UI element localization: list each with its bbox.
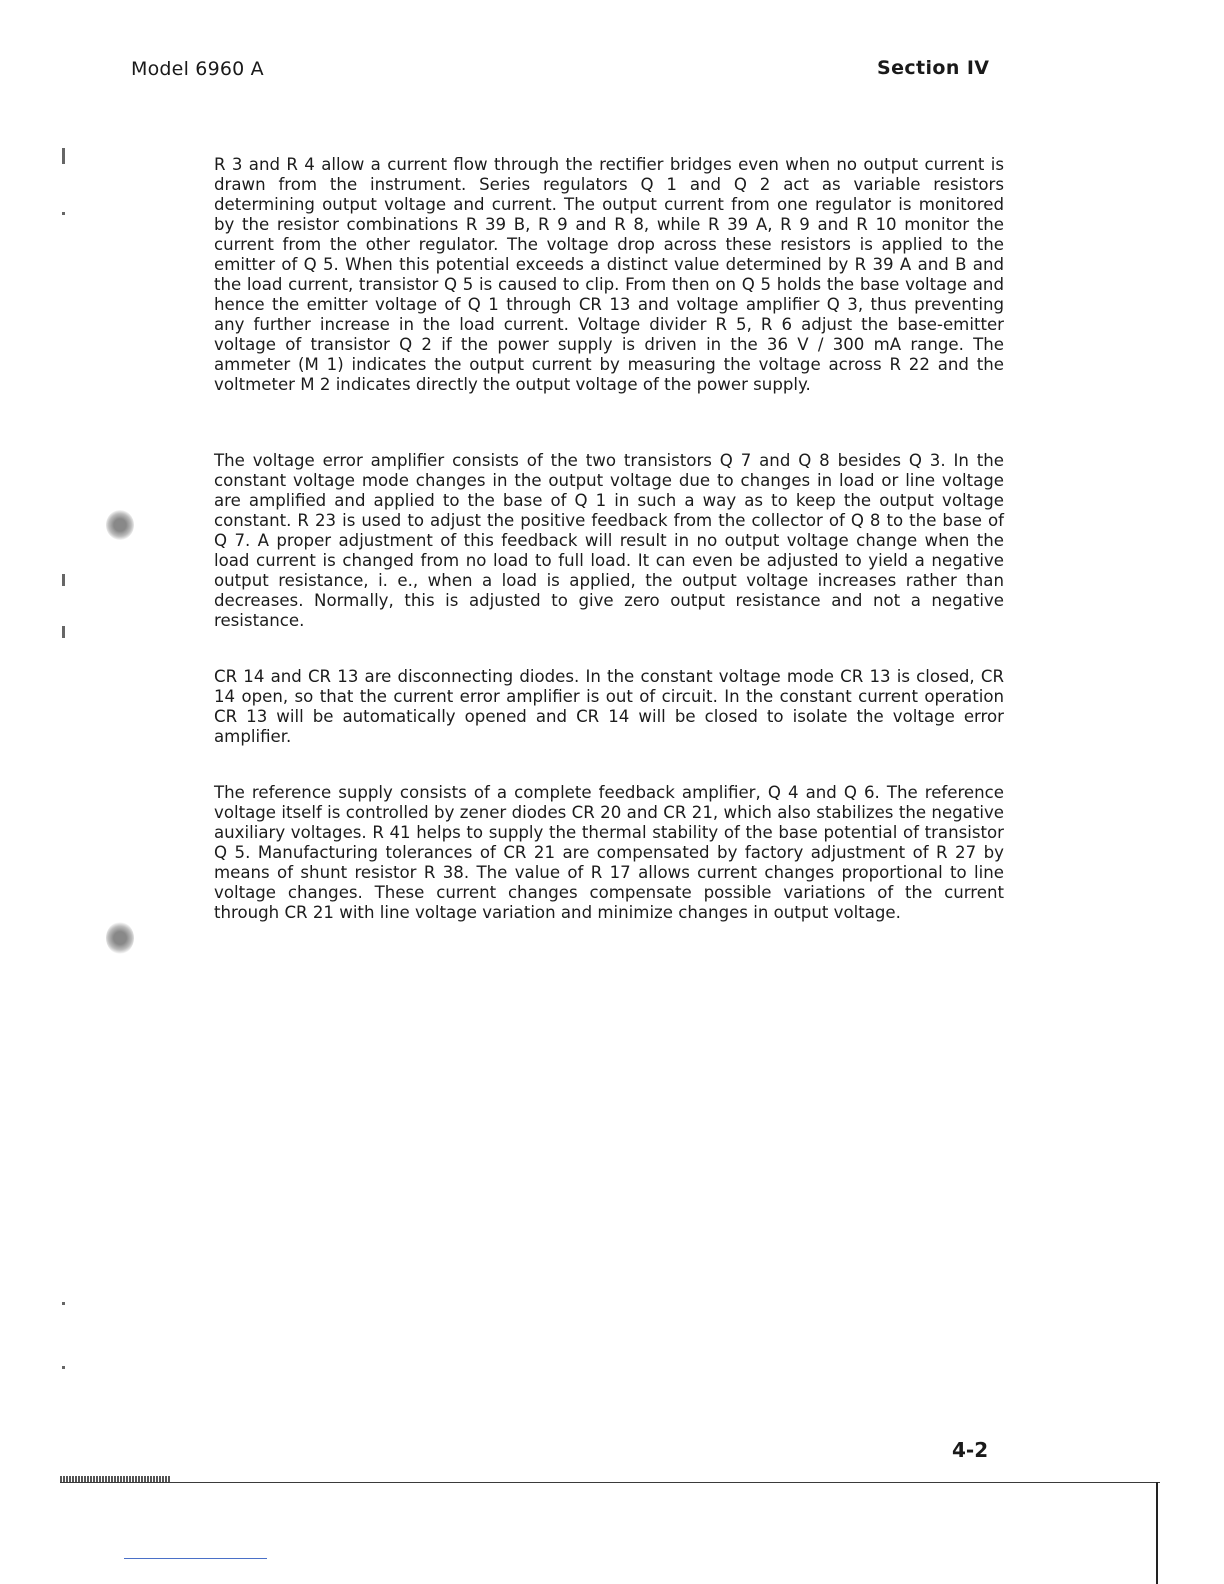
- scan-speck: [62, 1302, 65, 1305]
- scan-speck: [62, 626, 65, 638]
- scan-speck: [62, 1366, 65, 1369]
- binding-hole-mark: [106, 922, 134, 954]
- bottom-rule: [60, 1482, 1160, 1483]
- paragraph-reference-supply: The reference supply consists of a complete feedback amplifier, Q 4 and Q 6. The reference voltage itself is controlled by zener diodes CR 20 and CR 21, which also stabilizes the negative auxiliary voltages. R 41 helps to supply the thermal stability of the base potential of transistor Q 5. Manufacturing tolerances of CR 21 are compensated by factory adjustment of R 27 by means of shunt resistor R 38. The value of R 17 allows current changes proportional to line voltage changes. These current changes compensate possible variations of the current through CR 21 with line voltage variation and minimize changes in output voltage.: [214, 783, 1004, 922]
- blue-underline: [124, 1558, 267, 1559]
- section-header: Section IV: [877, 57, 990, 79]
- paragraph-disconnecting-diodes: CR 14 and CR 13 are disconnecting diodes. In the constant voltage mode CR 13 is closed, CR 14 open, so that the current error amplifier is out of circuit. In the constant current operation CR 13 will be automatically opened and CR 14 will be closed to isolate the voltage error amplifier.: [214, 667, 1004, 746]
- paragraph-voltage-error-amplifier: The voltage error amplifier consists of the two transistors Q 7 and Q 8 besides Q 3. In the constant voltage mode changes in the output voltage due to changes in load or line voltage are amplified and applied to the base of Q 1 in such a way as to keep the output voltage constant. R 23 is used to adjust the positive feedback from the collector of Q 8 to the base of Q 7. A proper adjustment of this feedback will result in no output voltage change when the load current is changed from no load to full load. It can even be adjusted to yield a negative output resistance, i. e., when a load is applied, the output voltage increases rather than decreases. Normally, this is adjusted to give zero output resistance and not a negative resistance.: [214, 451, 1004, 630]
- scan-speck: [62, 212, 65, 215]
- scan-speck: [62, 148, 65, 164]
- binding-hole-mark: [106, 510, 134, 540]
- scan-speck: [62, 574, 65, 586]
- page-number: 4-2: [952, 1438, 989, 1462]
- model-header: Model 6960 A: [131, 58, 264, 80]
- paragraph-current-regulation: R 3 and R 4 allow a current flow through the rectifier bridges even when no output current is drawn from the instrument. Series regulators Q 1 and Q 2 act as variable resistors determining output voltage and current. The output current from one regulator is monitored by the resistor combinations R 39 B, R 9 and R 8, while R 39 A, R 9 and R 10 monitor the current from the other regulator. The voltage drop across these resistors is applied to the emitter of Q 5. When this potential exceeds a distinct value determined by R 39 A and B and the load current, transistor Q 5 is caused to clip. From then on Q 5 holds the base voltage and hence the emitter voltage of Q 1 through CR 13 and voltage amplifier Q 3, thus preventing any further increase in the load current. Voltage divider R 5, R 6 adjust the base-emitter voltage of transistor Q 2 if the power supply is driven in the 36 V / 300 mA range. The ammeter (M 1) indicates the output current by measuring the voltage across R 22 and the voltmeter M 2 indicates directly the output voltage of the power supply.: [214, 155, 1004, 394]
- vertical-edge-line: [1156, 1482, 1158, 1584]
